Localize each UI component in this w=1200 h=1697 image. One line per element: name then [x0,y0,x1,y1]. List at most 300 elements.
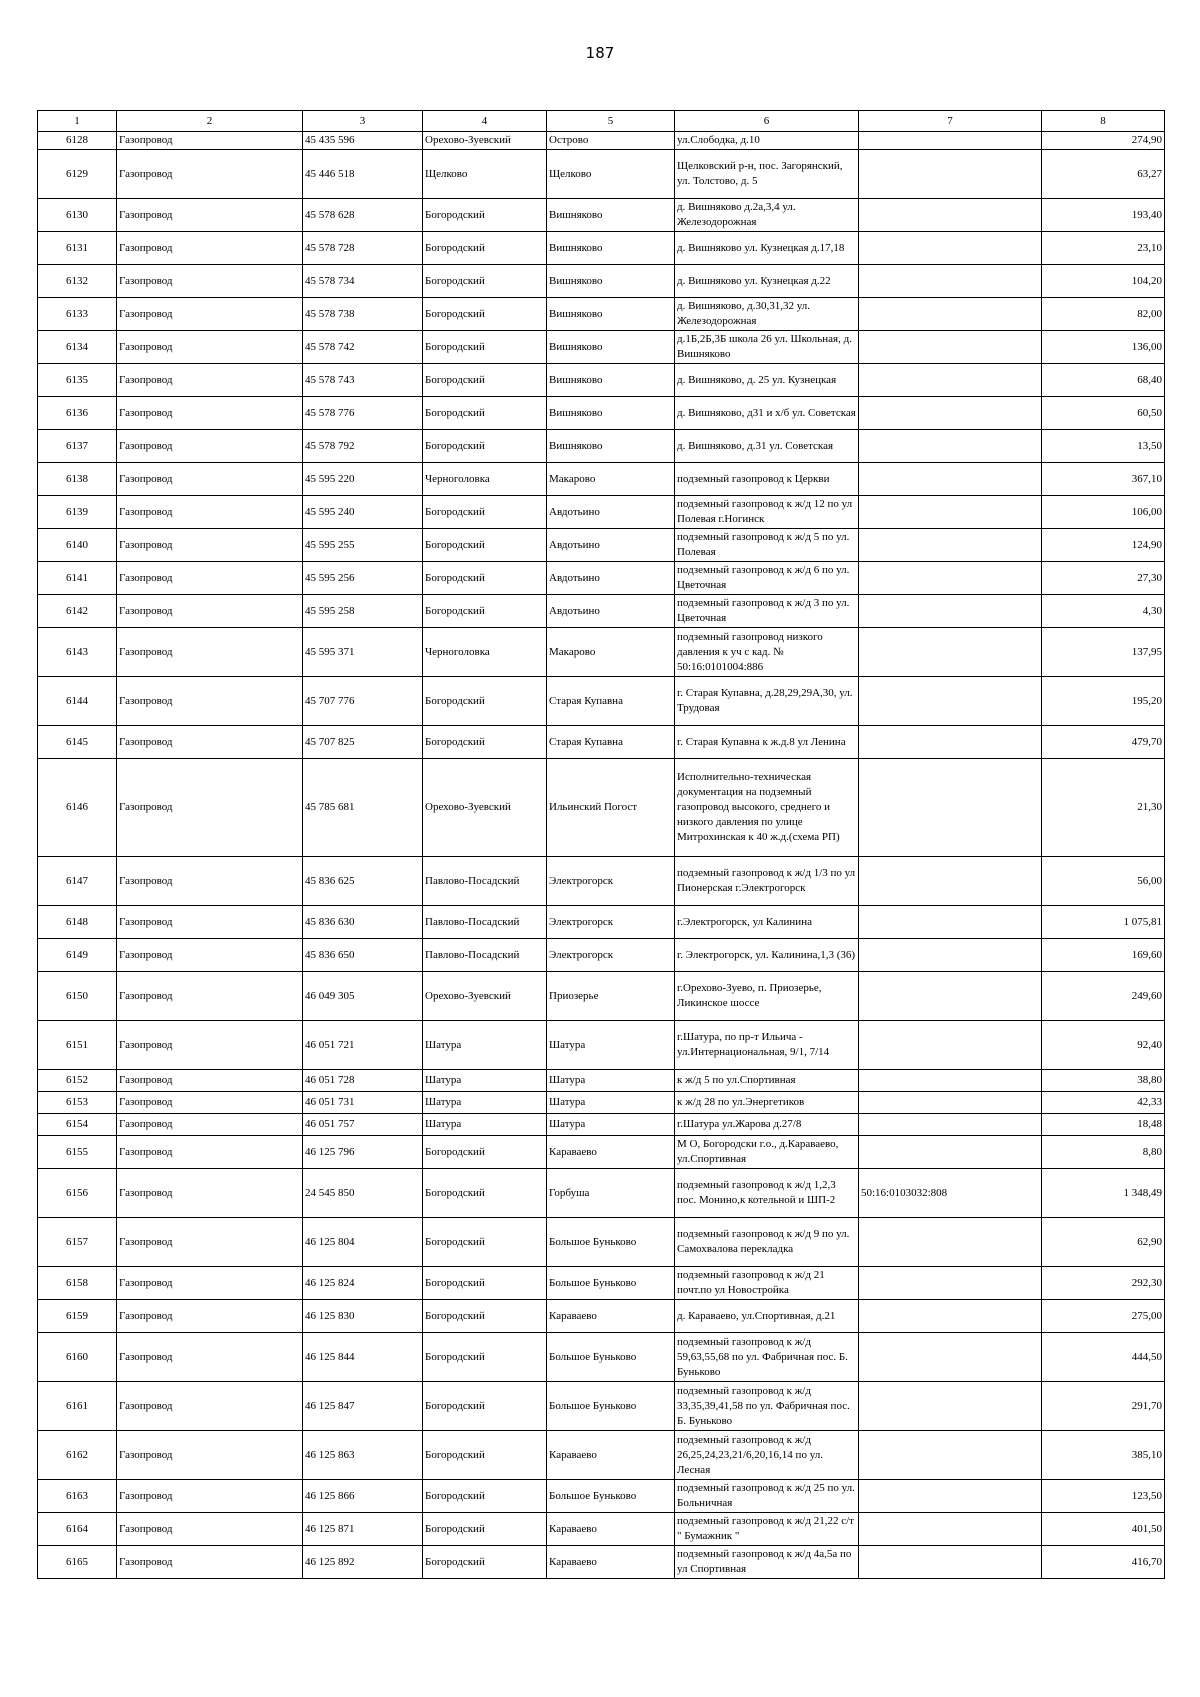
table-row [38,132,1165,150]
table-row [38,1513,1165,1546]
locality-cell: Горбуша [547,1169,675,1218]
cadastral-cell [859,1021,1042,1070]
district-cell: Богородский [423,364,547,397]
object-type: Газопровод [117,1513,303,1546]
address-cell: подземный газопровод к ж/д 26,25,24,23,21/6,20,16,14 по ул. Лесная [675,1431,859,1480]
table-row [38,1333,1165,1382]
object-type: Газопровод [117,430,303,463]
address-cell: подземный газопровод к ж/д 33,35,39,41,58 по ул. Фабричная пос. Б. Буньково [675,1382,859,1431]
address-cell: подземный газопровод к ж/д 4а,5а по ул Спортивная [675,1546,859,1579]
object-type: Газопровод [117,1021,303,1070]
table-row [38,677,1165,726]
locality-cell: Шатура [547,1114,675,1136]
code-cell: 45 595 371 [303,628,423,677]
cadastral-cell [859,1546,1042,1579]
table-row [38,199,1165,232]
district-cell: Богородский [423,595,547,628]
code-cell: 46 049 305 [303,972,423,1021]
code-cell: 46 125 892 [303,1546,423,1579]
cadastral-cell [859,132,1042,150]
row-number: 6155 [38,1136,117,1169]
object-type: Газопровод [117,628,303,677]
locality-cell: Шатура [547,1092,675,1114]
cadastral-cell [859,331,1042,364]
locality-cell: Большое Буньково [547,1267,675,1300]
object-type: Газопровод [117,1333,303,1382]
address-cell: г.Орехово-Зуево, п. Приозерье, Ликинское шоссе [675,972,859,1021]
code-cell: 45 578 738 [303,298,423,331]
table-row [38,1169,1165,1218]
length-cell: 60,50 [1042,397,1165,430]
row-number: 6132 [38,265,117,298]
object-type: Газопровод [117,972,303,1021]
district-cell: Черноголовка [423,463,547,496]
address-cell: г.Шатура, по пр-т Ильича - ул.Интернациональная, 9/1, 7/14 [675,1021,859,1070]
table-row [38,1480,1165,1513]
cadastral-cell [859,562,1042,595]
cadastral-cell [859,1136,1042,1169]
district-cell: Орехово-Зуевский [423,972,547,1021]
locality-cell: Караваево [547,1300,675,1333]
cadastral-cell [859,1267,1042,1300]
length-cell: 13,50 [1042,430,1165,463]
cadastral-cell [859,906,1042,939]
code-cell: 46 125 871 [303,1513,423,1546]
length-cell: 193,40 [1042,199,1165,232]
object-type: Газопровод [117,298,303,331]
length-cell: 136,00 [1042,331,1165,364]
object-type: Газопровод [117,1070,303,1092]
code-cell: 46 125 830 [303,1300,423,1333]
district-cell: Богородский [423,677,547,726]
address-cell: д. Вишняково, д31 и х/б ул. Советская [675,397,859,430]
object-type: Газопровод [117,331,303,364]
table-row [38,1382,1165,1431]
cadastral-cell [859,1333,1042,1382]
district-cell: Шатура [423,1070,547,1092]
locality-cell: Вишняково [547,199,675,232]
district-cell: Павлово-Посадский [423,857,547,906]
address-cell: подземный газопровод к ж/д 1,2,3 пос. Монино,к котельной и ШП-2 [675,1169,859,1218]
address-cell: ул.Слободка, д.10 [675,132,859,150]
row-number: 6148 [38,906,117,939]
cadastral-cell [859,298,1042,331]
row-number: 6161 [38,1382,117,1431]
row-number: 6146 [38,759,117,857]
district-cell: Черноголовка [423,628,547,677]
address-cell: г. Старая Купавна к ж.д.8 ул Ленина [675,726,859,759]
locality-cell: Макарово [547,628,675,677]
address-cell: к ж/д 5 по ул.Спортивная [675,1070,859,1092]
row-number: 6138 [38,463,117,496]
row-number: 6150 [38,972,117,1021]
object-type: Газопровод [117,906,303,939]
row-number: 6152 [38,1070,117,1092]
code-cell: 45 446 518 [303,150,423,199]
length-cell: 416,70 [1042,1546,1165,1579]
object-type: Газопровод [117,1169,303,1218]
row-number: 6156 [38,1169,117,1218]
district-cell: Щелково [423,150,547,199]
table-row [38,430,1165,463]
district-cell: Шатура [423,1092,547,1114]
row-number: 6164 [38,1513,117,1546]
locality-cell: Острово [547,132,675,150]
code-cell: 45 595 240 [303,496,423,529]
code-cell: 45 836 650 [303,939,423,972]
code-cell: 45 595 220 [303,463,423,496]
table-row [38,857,1165,906]
cadastral-cell [859,595,1042,628]
locality-cell: Электрогорск [547,857,675,906]
cadastral-cell [859,628,1042,677]
address-cell: д. Караваево, ул.Спортивная, д.21 [675,1300,859,1333]
address-cell: подземный газопровод к ж/д 9 по ул. Самохвалова перекладка [675,1218,859,1267]
object-type: Газопровод [117,1300,303,1333]
object-type: Газопровод [117,232,303,265]
table-row [38,906,1165,939]
district-cell: Шатура [423,1021,547,1070]
length-cell: 274,90 [1042,132,1165,150]
column-header: 7 [859,111,1042,132]
district-cell: Богородский [423,529,547,562]
length-cell: 292,30 [1042,1267,1165,1300]
row-number: 6153 [38,1092,117,1114]
row-number: 6143 [38,628,117,677]
code-cell: 46 125 863 [303,1431,423,1480]
code-cell: 45 578 742 [303,331,423,364]
object-type: Газопровод [117,939,303,972]
object-type: Газопровод [117,529,303,562]
table-row [38,726,1165,759]
address-cell: г.Электрогорск, ул Калинина [675,906,859,939]
object-type: Газопровод [117,1218,303,1267]
row-number: 6128 [38,132,117,150]
length-cell: 385,10 [1042,1431,1165,1480]
object-type: Газопровод [117,1114,303,1136]
cadastral-cell [859,677,1042,726]
row-number: 6154 [38,1114,117,1136]
length-cell: 8,80 [1042,1136,1165,1169]
column-header: 4 [423,111,547,132]
length-cell: 123,50 [1042,1480,1165,1513]
locality-cell: Приозерье [547,972,675,1021]
locality-cell: Вишняково [547,265,675,298]
object-type: Газопровод [117,132,303,150]
address-cell: к ж/д 28 по ул.Энергетиков [675,1092,859,1114]
length-cell: 68,40 [1042,364,1165,397]
address-cell: подземный газопровод к ж/д 21,22 с/т " Бумажник " [675,1513,859,1546]
header-row [38,111,1165,132]
address-cell: подземный газопровод к ж/д 21 почт.по ул Новостройка [675,1267,859,1300]
address-cell: д. Вишняково ул. Кузнецкая д.17,18 [675,232,859,265]
column-header: 5 [547,111,675,132]
table-row [38,1267,1165,1300]
length-cell: 444,50 [1042,1333,1165,1382]
object-type: Газопровод [117,397,303,430]
column-header: 3 [303,111,423,132]
address-cell: д. Вишняково ул. Кузнецкая д.22 [675,265,859,298]
row-number: 6131 [38,232,117,265]
cadastral-cell [859,972,1042,1021]
table-row [38,1300,1165,1333]
locality-cell: Авдотьино [547,562,675,595]
row-number: 6140 [38,529,117,562]
length-cell: 21,30 [1042,759,1165,857]
object-type: Газопровод [117,726,303,759]
table-row [38,265,1165,298]
column-header: 8 [1042,111,1165,132]
table-row [38,595,1165,628]
length-cell: 56,00 [1042,857,1165,906]
table-row [38,1218,1165,1267]
locality-cell: Вишняково [547,430,675,463]
table-row [38,1114,1165,1136]
object-type: Газопровод [117,1546,303,1579]
locality-cell: Щелково [547,150,675,199]
code-cell: 45 836 625 [303,857,423,906]
locality-cell: Макарово [547,463,675,496]
code-cell: 46 051 728 [303,1070,423,1092]
object-type: Газопровод [117,463,303,496]
code-cell: 45 578 628 [303,199,423,232]
address-cell: подземный газопровод к ж/д 1/3 по ул Пионерская г.Электрогорск [675,857,859,906]
code-cell: 46 125 866 [303,1480,423,1513]
district-cell: Богородский [423,1136,547,1169]
code-cell: 45 578 792 [303,430,423,463]
address-cell: подземный газопровод к ж/д 3 по ул. Цветочная [675,595,859,628]
table-row [38,1070,1165,1092]
row-number: 6145 [38,726,117,759]
row-number: 6149 [38,939,117,972]
row-number: 6165 [38,1546,117,1579]
address-cell: подземный газопровод низкого давления к уч с кад. № 50:16:0101004:886 [675,628,859,677]
table-row [38,1431,1165,1480]
cadastral-cell: 50:16:0103032:808 [859,1169,1042,1218]
code-cell: 45 578 776 [303,397,423,430]
object-type: Газопровод [117,364,303,397]
code-cell: 45 578 743 [303,364,423,397]
district-cell: Богородский [423,298,547,331]
district-cell: Богородский [423,726,547,759]
locality-cell: Вишняково [547,298,675,331]
row-number: 6159 [38,1300,117,1333]
locality-cell: Вишняково [547,397,675,430]
cadastral-cell [859,1431,1042,1480]
district-cell: Богородский [423,496,547,529]
code-cell: 45 578 734 [303,265,423,298]
code-cell: 46 051 757 [303,1114,423,1136]
address-cell: подземный газопровод к ж/д 12 по ул Полевая г.Ногинск [675,496,859,529]
length-cell: 275,00 [1042,1300,1165,1333]
length-cell: 479,70 [1042,726,1165,759]
length-cell: 169,60 [1042,939,1165,972]
object-type: Газопровод [117,1267,303,1300]
code-cell: 45 578 728 [303,232,423,265]
row-number: 6129 [38,150,117,199]
row-number: 6136 [38,397,117,430]
district-cell: Богородский [423,1218,547,1267]
district-cell: Богородский [423,397,547,430]
district-cell: Богородский [423,265,547,298]
table-row [38,1136,1165,1169]
table-row [38,1092,1165,1114]
cadastral-cell [859,265,1042,298]
cadastral-cell [859,759,1042,857]
table-row [38,364,1165,397]
code-cell: 45 836 630 [303,906,423,939]
row-number: 6147 [38,857,117,906]
code-cell: 45 785 681 [303,759,423,857]
district-cell: Орехово-Зуевский [423,759,547,857]
locality-cell: Большое Буньково [547,1480,675,1513]
length-cell: 82,00 [1042,298,1165,331]
row-number: 6151 [38,1021,117,1070]
column-header: 6 [675,111,859,132]
locality-cell: Большое Буньково [547,1218,675,1267]
table-row [38,331,1165,364]
district-cell: Богородский [423,1382,547,1431]
cadastral-cell [859,199,1042,232]
code-cell: 45 595 256 [303,562,423,595]
length-cell: 92,40 [1042,1021,1165,1070]
length-cell: 195,20 [1042,677,1165,726]
locality-cell: Караваево [547,1513,675,1546]
table-row [38,150,1165,199]
length-cell: 124,90 [1042,529,1165,562]
district-cell: Богородский [423,199,547,232]
row-number: 6130 [38,199,117,232]
district-cell: Богородский [423,232,547,265]
locality-cell: Караваево [547,1431,675,1480]
address-cell: Исполнительно-техническая документация на подземный газопровод высокого, среднего и низкого давления по улице Митрохинская к 40 ж.д.(схема РП) [675,759,859,857]
code-cell: 46 125 804 [303,1218,423,1267]
length-cell: 401,50 [1042,1513,1165,1546]
object-type: Газопровод [117,1136,303,1169]
locality-cell: Авдотьино [547,595,675,628]
object-type: Газопровод [117,496,303,529]
length-cell: 137,95 [1042,628,1165,677]
locality-cell: Шатура [547,1021,675,1070]
object-type: Газопровод [117,857,303,906]
address-cell: д. Вишняково, д.30,31,32 ул. Железодорожная [675,298,859,331]
row-number: 6133 [38,298,117,331]
address-cell: д.1Б,2Б,3Б школа 26 ул. Школьная, д. Вишняково [675,331,859,364]
cadastral-cell [859,939,1042,972]
code-cell: 46 051 721 [303,1021,423,1070]
row-number: 6163 [38,1480,117,1513]
locality-cell: Вишняково [547,331,675,364]
cadastral-cell [859,1480,1042,1513]
locality-cell: Ильинский Погост [547,759,675,857]
cadastral-cell [859,1070,1042,1092]
locality-cell: Электрогорск [547,906,675,939]
locality-cell: Караваево [547,1546,675,1579]
locality-cell: Вишняково [547,232,675,265]
cadastral-cell [859,397,1042,430]
cadastral-cell [859,1092,1042,1114]
object-type: Газопровод [117,1480,303,1513]
column-header: 1 [38,111,117,132]
table-row [38,298,1165,331]
row-number: 6162 [38,1431,117,1480]
address-cell: подземный газопровод к ж/д 25 по ул. Больничная [675,1480,859,1513]
table-row [38,529,1165,562]
row-number: 6139 [38,496,117,529]
locality-cell: Авдотьино [547,496,675,529]
locality-cell: Караваево [547,1136,675,1169]
cadastral-cell [859,232,1042,265]
table-row [38,628,1165,677]
length-cell: 63,27 [1042,150,1165,199]
district-cell: Богородский [423,1546,547,1579]
locality-cell: Большое Буньково [547,1382,675,1431]
object-type: Газопровод [117,1382,303,1431]
page-number: 187 [585,44,615,62]
cadastral-cell [859,430,1042,463]
address-cell: д. Вишняково, д. 25 ул. Кузнецкая [675,364,859,397]
cadastral-cell [859,150,1042,199]
length-cell: 42,33 [1042,1092,1165,1114]
length-cell: 367,10 [1042,463,1165,496]
address-cell: подземный газопровод к ж/д 59,63,55,68 по ул. Фабричная пос. Б. Буньково [675,1333,859,1382]
table-row [38,397,1165,430]
table-row [38,1546,1165,1579]
length-cell: 1 075,81 [1042,906,1165,939]
address-cell: г.Шатура ул.Жарова д.27/8 [675,1114,859,1136]
table-row [38,1021,1165,1070]
row-number: 6142 [38,595,117,628]
address-cell: подземный газопровод к ж/д 6 по ул. Цветочная [675,562,859,595]
district-cell: Орехово-Зуевский [423,132,547,150]
row-number: 6134 [38,331,117,364]
table-row [38,496,1165,529]
length-cell: 27,30 [1042,562,1165,595]
address-cell: М О, Богородски г.о., д.Караваево, ул.Спортивная [675,1136,859,1169]
district-cell: Богородский [423,430,547,463]
row-number: 6144 [38,677,117,726]
district-cell: Павлово-Посадский [423,906,547,939]
address-cell: д. Вишняково, д.31 ул. Советская [675,430,859,463]
code-cell: 46 125 847 [303,1382,423,1431]
length-cell: 62,90 [1042,1218,1165,1267]
locality-cell: Авдотьино [547,529,675,562]
length-cell: 291,70 [1042,1382,1165,1431]
address-cell: д. Вишняково д.2а,3,4 ул. Железодорожная [675,199,859,232]
row-number: 6137 [38,430,117,463]
cadastral-cell [859,496,1042,529]
length-cell: 4,30 [1042,595,1165,628]
table-row [38,939,1165,972]
length-cell: 1 348,49 [1042,1169,1165,1218]
table-row [38,759,1165,857]
address-cell: г. Электрогорск, ул. Калинина,1,3 (36) [675,939,859,972]
address-cell: Щелковский р-н, пос. Загорянский, ул. Толстово, д. 5 [675,150,859,199]
cadastral-cell [859,364,1042,397]
object-type: Газопровод [117,1431,303,1480]
address-cell: подземный газопровод к Церкви [675,463,859,496]
locality-cell: Шатура [547,1070,675,1092]
code-cell: 45 707 825 [303,726,423,759]
code-cell: 45 435 596 [303,132,423,150]
address-cell: г. Старая Купавна, д.28,29,29А,30, ул. Трудовая [675,677,859,726]
locality-cell: Вишняково [547,364,675,397]
table-row [38,463,1165,496]
district-cell: Богородский [423,562,547,595]
district-cell: Богородский [423,1431,547,1480]
cadastral-cell [859,529,1042,562]
cadastral-cell [859,1114,1042,1136]
